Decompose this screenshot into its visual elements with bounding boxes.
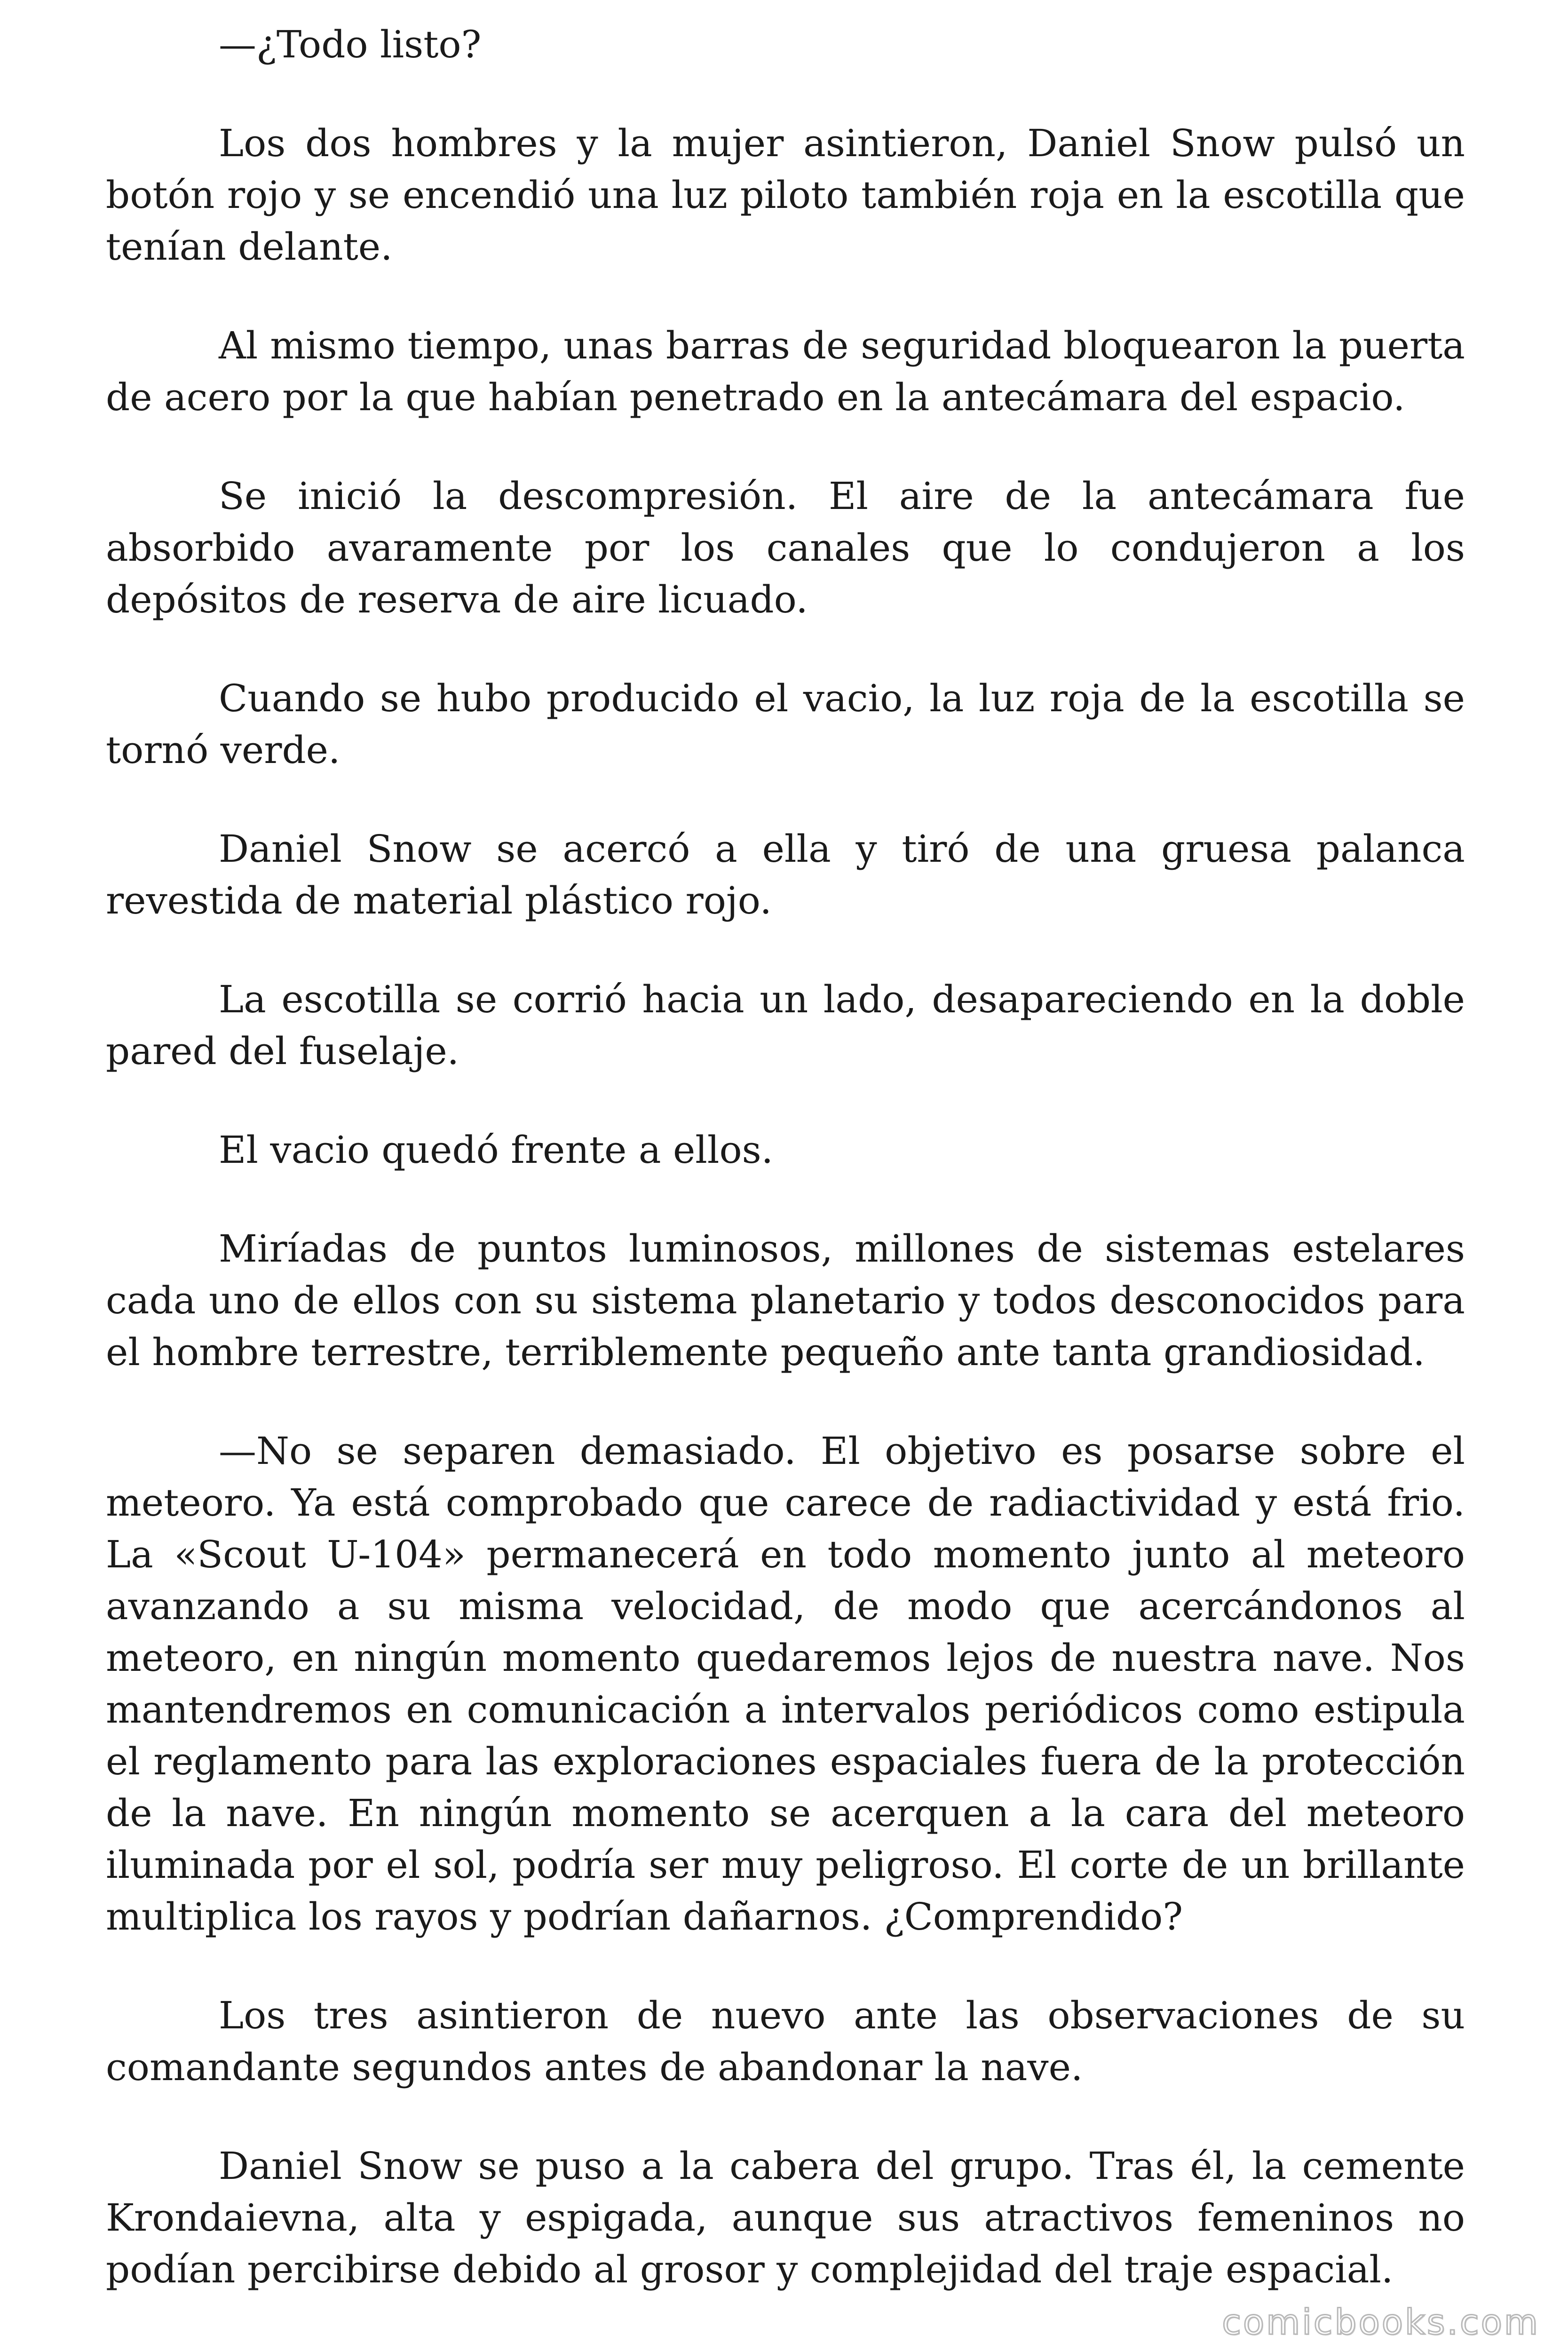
paragraph-3: Al mismo tiempo, unas barras de seguridad bloquearon la puerta de acero por la que habían penetrado en la antecámara del espacio.: [106, 324, 1465, 419]
paragraph-2: Los dos hombres y la mujer asintieron, Daniel Snow pulsó un botón rojo y se encendió una luz piloto también roja en la escotilla que tenían delante.: [106, 121, 1465, 269]
paragraph-4: Se inició la descompresión. El aire de la antecámara fue absorbido avaramente por los canales que lo condujeron a los depósitos de reserva de aire licuado.: [106, 474, 1465, 621]
paragraph-11: Los tres asintieron de nuevo ante las observaciones de su comandante segundos antes de abandonar la nave.: [106, 1994, 1465, 2089]
paragraph-6: Daniel Snow se acercó a ella y tiró de una gruesa palanca revestida de material plástico rojo.: [106, 827, 1465, 922]
paragraph-12: Daniel Snow se puso a la cabera del grupo. Tras él, la cemente Krondaievna, alta y espigada, aunque sus atractivos femeninos no podían percibirse debido al grosor y complejidad del traje espacial.: [106, 2144, 1465, 2291]
paragraph-10: —No se separen demasiado. El objetivo es posarse sobre el meteoro. Ya está comprobado que carece de radiactividad y está frio. La «Scout U-104» permanecerá en todo momento junto al meteoro avanzando a su misma velocidad, de modo que acercándonos al meteoro, en ningún momento quedaremos lejos de nuestra nave. Nos mantendremos en comunicación a intervalos periódicos como estipula el reglamento para las exploraciones espaciales fuera de la protección de la nave. En ningún momento se acerquen a la cara del meteoro iluminada por el sol, podría ser muy peligroso. El corte de un brillante multiplica los rayos y podrían dañarnos. ¿Comprendido?: [106, 1429, 1465, 1939]
paragraph-9: Miríadas de puntos luminosos, millones de sistemas estelares cada uno de ellos con su sistema planetario y todos desconocidos para el hombre terrestre, terriblemente pequeño ante tanta grandiosidad.: [106, 1227, 1465, 1374]
body-text: [106, 19, 1465, 2343]
watermark: comicbooks.com: [1222, 2302, 1540, 2343]
paragraph-1: —¿Todo listo?: [219, 23, 482, 66]
paragraph-7: La escotilla se corrió hacia un lado, desapareciendo en la doble pared del fuselaje.: [106, 977, 1465, 1073]
paragraph-5: Cuando se hubo producido el vacio, la luz roja de la escotilla se tornó verde.: [106, 676, 1465, 772]
paragraph-8: El vacio quedó frente a ellos.: [219, 1128, 774, 1172]
